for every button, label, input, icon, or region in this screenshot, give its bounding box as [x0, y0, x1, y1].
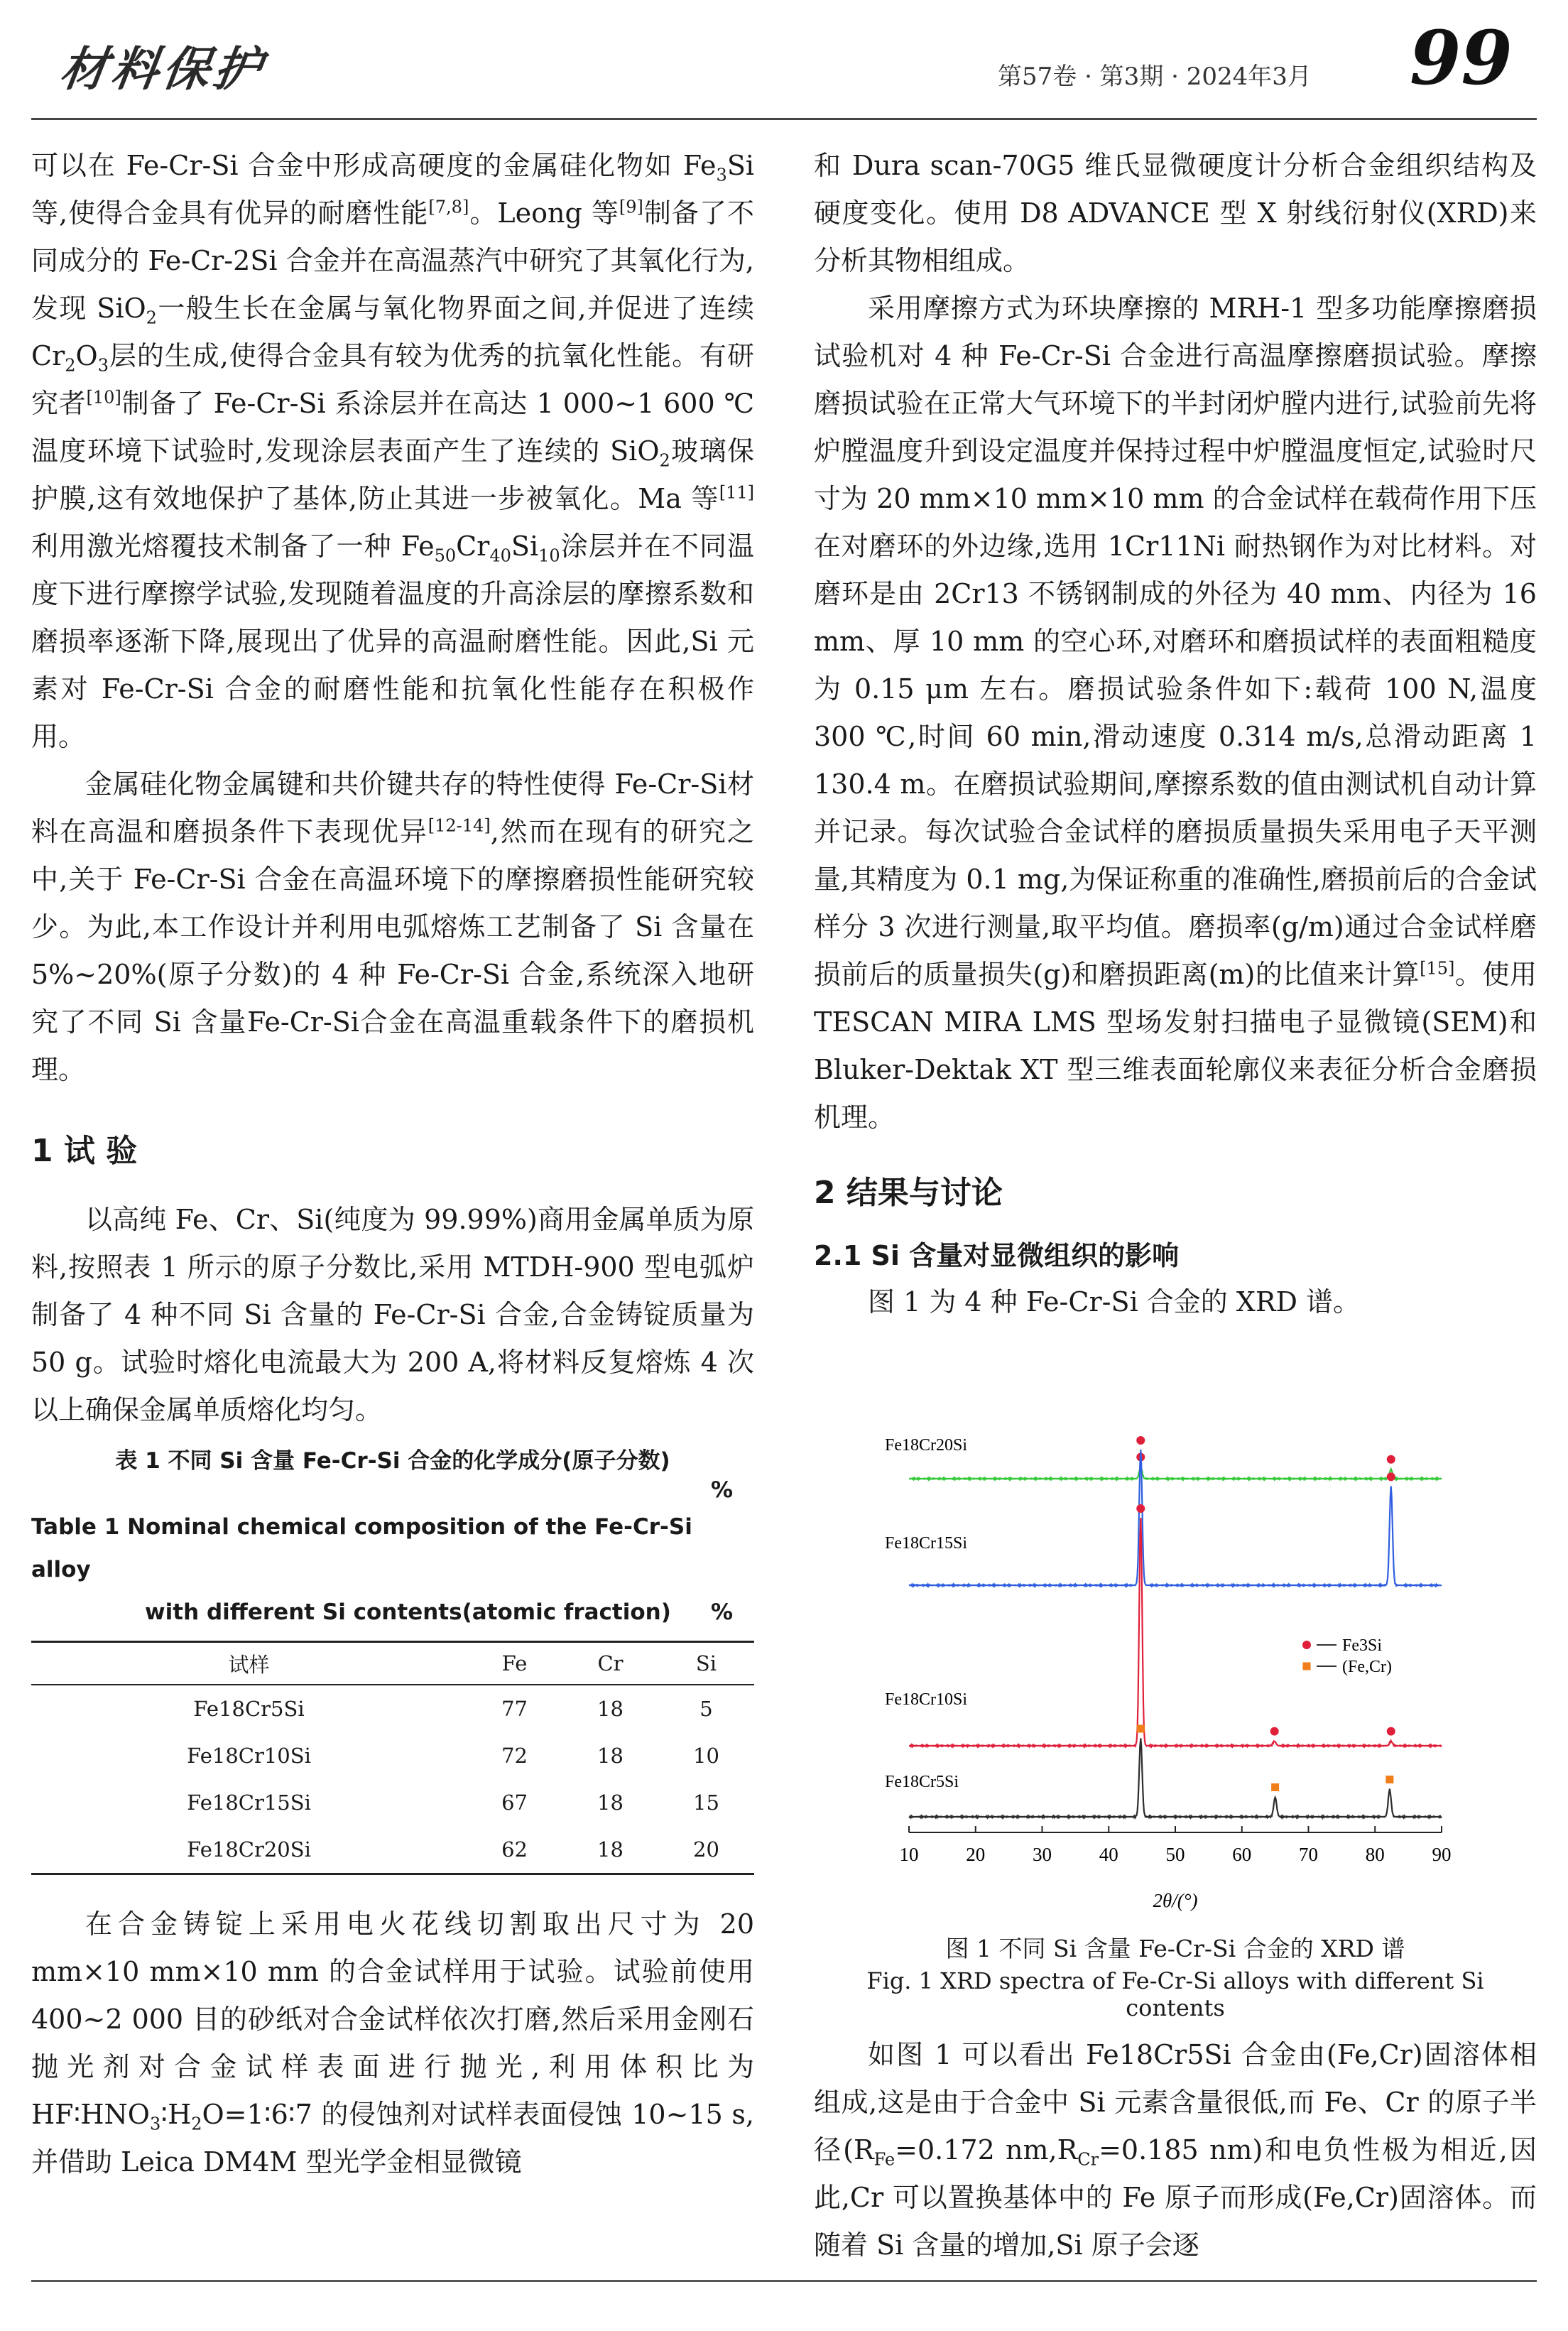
journal-logo: 材料保护: [56, 41, 269, 97]
table-row: Fe18Cr5Si 77 18 5: [193, 1697, 713, 1721]
table-row: Fe18Cr10Si 72 18 10: [187, 1744, 719, 1768]
figure-caption-en: Fig. 1 XRD spectra of Fe-Cr-Si alloys with different Si contents: [866, 1967, 1484, 2021]
fecr-marker: [1271, 1783, 1279, 1791]
chart-legend: [1302, 1636, 1392, 1676]
methods-paragraph-2: 采用摩擦方式为环块摩擦的 MRH-1 型多功能摩擦磨损试验机对 4 种 Fe-Cr-Si 合金进行高温摩擦磨损试验。摩擦磨损试验在正常大气环境下的半封闭炉膛内进行,试验前先将炉膛温度升到设定温度并保持过程中炉膛温度恒定,试验时尺寸为 20 mm×10 mm×10 mm 的合金试样在载荷作用下压在对磨环的外边缘,选用 1Cr11Ni 耐热钢作为对比材料。对磨环是由 2Cr13 不锈钢制成的外径为 40 mm、内径为 16 mm、厚 10 mm 的空心环,对磨环和磨损试样的表面粗糙度为 0.15 μm 左右。磨损试验条件如下:载荷 100 N,温度 300 ℃,时间 60 min,滑动速度 0.314 m/s,总滑动距离 1 130.4 m。在磨损试验期间,摩擦系数的值由测试机自动计算并记录。每次试验合金试样的磨损质量损失采用电子天平测量,其精度为 0.1 mg,为保证称重的准确性,磨损前后的合金试样分 3 次进行测量,取平均值。磨损率(g/m)通过合金试样磨损前后的质量损失(g)和磨损距离(m)的比值来计算[15]。使用 TESCAN MIRA LMS 型场发射扫描电子显微镜(SEM)和Bluker-Dektak XT 型三维表面轮廓仪来表征分析合金磨损机理。: [814, 293, 1537, 1133]
table-caption-cn: 表 1 不同 Si 含量 Fe-Cr-Si 合金的化学成分(原子分数): [115, 1448, 670, 1474]
plot-area: [909, 1436, 1442, 1817]
header-rule: [31, 118, 1537, 120]
series-line-Fe18Cr5Si: [909, 1739, 1442, 1818]
col-header-fe: Fe: [467, 1642, 562, 1685]
section-1-heading: 1 试 验: [31, 1133, 138, 1169]
fe3si-marker: [1387, 1455, 1395, 1464]
fe3si-marker: [1270, 1727, 1279, 1736]
fe3si-marker: [1387, 1727, 1395, 1736]
series-labels: [885, 1436, 967, 1791]
left-column: [31, 142, 754, 2186]
figure-caption-cn: 图 1 不同 Si 含量 Fe-Cr-Si 合金的 XRD 谱: [945, 1935, 1405, 1962]
fecr-marker: [1137, 1725, 1145, 1733]
table-row: Fe18Cr20Si 62 18 20: [31, 1826, 754, 1874]
xrd-intro-paragraph: 图 1 为 4 种 Fe-Cr-Si 合金的 XRD 谱。: [868, 1286, 1360, 1317]
discussion-paragraph: 如图 1 可以看出 Fe18Cr5Si 合金由(Fe,Cr)固溶体相组成,这是由于合金中 Si 元素含量很低,而 Fe、Cr 的原子半径($R_{Fe}=0.172$ $nm,R_{Cr}=0.185$ nm)和电负性极为相近,因此,Cr 可以置换基体中的 Fe 原子而形成(Fe,Cr)固溶体。而随着 Si 含量的增加,Si 原子会逐: [814, 2039, 1537, 2261]
intro-paragraph-2: 金属硅化物金属键和共价键共存的特性使得 Fe-Cr-Si材料在高温和磨损条件下表现优异[12-14],然而在现有的研究之中,关于 Fe-Cr-Si 合金在高温环境下的摩擦磨损性能研究较少。为此,本工作设计并利用电弧熔炼工艺制备了 Si 含量在 5%~20%(原子分数)的 4 种 Fe-Cr-Si 合金,系统深入地研究了不同 Si 含量Fe-Cr-Si合金在高温重载条件下的磨损机理。: [31, 768, 754, 1085]
footer-rule: [31, 2280, 1537, 2282]
specimen-prep-paragraph: 在合金铸锭上采用电火花线切割取出尺寸为 20 mm×10 mm×10 mm 的合金试样用于试验。试验前使用 400~2 000 目的砂纸对合金试样依次打磨,然后采用金刚石抛光剂对合金试样表面进行抛光,利用体积比为 $HF∶HNO_3∶H_2O=1∶6∶7$ 的侵蚀剂对试样表面侵蚀 10~15 s,并借助 Leica DM4M 型光学金相显微镜: [31, 1908, 754, 2178]
legend-symbol: [1302, 1641, 1311, 1649]
x-axis-label: 2θ/(°): [1153, 1890, 1198, 1911]
table-caption-en: Table 1 Nominal chemical composition of the Fe-Cr-Si alloy: [31, 1514, 692, 1582]
series-label: Fe18Cr20Si: [885, 1436, 968, 1455]
legend-label: (Fe,Cr): [1342, 1658, 1392, 1676]
composition-table: [31, 1641, 754, 1875]
page-number: 99: [1410, 14, 1513, 102]
col-header-cr: Cr: [562, 1642, 658, 1685]
col-header-sample: 试样: [31, 1642, 467, 1685]
x-tick-label: 90: [1432, 1844, 1452, 1865]
methods-paragraph-1: 和 Dura scan-70G5 维氏显微硬度计分析合金组织结构及硬度变化。使用 D8 ADVANCE 型 X 射线衍射仪(XRD)来分析其物相组成。: [814, 150, 1537, 276]
x-tick-label: 50: [1165, 1844, 1185, 1865]
fe3si-marker: [1136, 1436, 1145, 1445]
x-tick-label: 70: [1299, 1844, 1318, 1865]
experiment-paragraph: 以高纯 Fe、Cr、Si(纯度为 99.99%)商用金属单质为原料,按照表 1 所示的原子分数比,采用 MTDH-900 型电弧炉制备了 4 种不同 Si 含量的 Fe-Cr-Si 合金,合金铸锭质量为 50 g。试验时熔化电流最大为 200 A,将材料反复熔炼 4 次以上确保金属单质熔化均匀。: [31, 1204, 754, 1425]
x-tick-label: 20: [966, 1844, 986, 1865]
right-column: [814, 142, 1537, 1326]
series-label: Fe18Cr5Si: [885, 1773, 959, 1791]
x-tick-label: 80: [1365, 1844, 1385, 1865]
x-tick-label: 10: [899, 1844, 919, 1865]
col-header-si: Si: [658, 1642, 754, 1685]
intro-paragraph-1: 可以在 Fe-Cr-Si 合金中形成高硬度的金属硅化物如 $Fe_3Si$ 等,使得合金具有优异的耐磨性能[7,8]。Leong 等[9]制备了不同成分的 Fe-Cr-2Si 合金并在高温蒸汽中研究了其氧化行为,发现 SiO$_2$一般生长在金属与氧化物界面之间,并促进了连续 $Cr_2O_3$层的生成,使得合金具有较为优秀的抗氧化性能。有研究者[10]制备了 Fe-Cr-Si 系涂层并在高达 1 000~1 600 ℃温度环境下试验时,发现涂层表面产生了连续的 SiO$_2$玻璃保护膜,这有效地保护了基体,防止其进一步被氧化。Ma 等[11]利用激光熔覆技术制备了一种 $Fe_{50}Cr_{40}Si_{10}$涂层并在不同温度下进行摩擦学试验,发现随着温度的升高涂层的摩擦系数和磨损率逐渐下降,展现出了优异的高温耐磨性能。因此,Si 元素对 Fe-Cr-Si 合金的耐磨性能和抗氧化性能存在积极作用。: [31, 150, 754, 752]
series-line-Fe18Cr20Si: [909, 1467, 1442, 1479]
x-tick-label: 30: [1033, 1844, 1052, 1865]
fe3si-marker: [1136, 1504, 1145, 1513]
table-caption-en-2: with different Si contents(atomic fraction) %: [145, 1599, 733, 1625]
table-unit: %: [710, 1477, 733, 1503]
series-label: Fe18Cr10Si: [885, 1690, 968, 1709]
x-tick-label: 40: [1099, 1844, 1118, 1865]
section-2-heading: 2 结果与讨论: [814, 1175, 1003, 1211]
x-tick-label: 60: [1232, 1844, 1252, 1865]
xrd-chart: [881, 1435, 1484, 1932]
series-label: Fe18Cr15Si: [885, 1534, 968, 1553]
issue-info: 第57卷 · 第3期 · 2024年3月: [998, 63, 1312, 91]
legend-label: Fe3Si: [1342, 1636, 1383, 1655]
table-row: Fe18Cr15Si 67 18 15: [187, 1791, 719, 1815]
legend-symbol: [1303, 1663, 1311, 1670]
fecr-marker: [1385, 1776, 1393, 1783]
fe3si-marker: [1387, 1472, 1395, 1481]
right-column-bottom: [814, 2031, 1537, 2269]
series-line-Fe18Cr10Si: [909, 1518, 1442, 1746]
series-line-Fe18Cr15Si: [909, 1450, 1442, 1586]
section-2-1-heading: 2.1 Si 含量对显微组织的影响: [814, 1240, 1180, 1271]
